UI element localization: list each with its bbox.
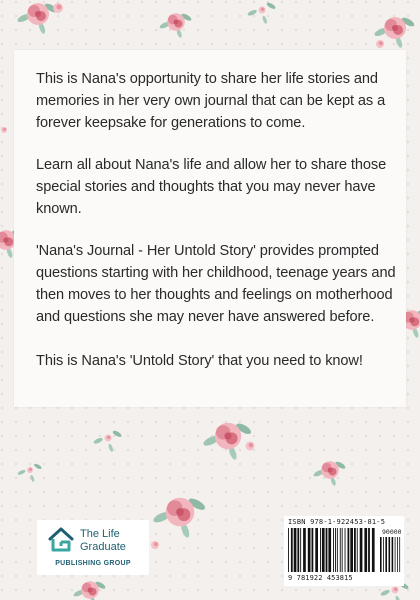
publisher-name xyxy=(80,528,126,554)
ean-digits: 9 781922 453815 xyxy=(288,574,353,582)
description-panel xyxy=(14,50,406,407)
description-paragraph-4: This is Nana's 'Untold Story' that you need to know! xyxy=(36,353,363,369)
publisher-name-line-2: Graduate xyxy=(80,541,126,553)
isbn-barcode xyxy=(284,516,404,586)
house-g-logo-icon xyxy=(48,527,74,553)
publisher-logo xyxy=(37,520,149,575)
description-paragraph-2: Learn all about Nana's life and allow her to share those special stories and thoughts that you may never have known. xyxy=(36,157,387,217)
isbn-number: ISBN 978-1-922453-81-5 xyxy=(288,518,386,526)
publisher-name-line-1: The Life xyxy=(80,528,120,540)
addon-digits: 90000 xyxy=(382,528,402,536)
description-paragraph-1: This is Nana's opportunity to share her life stories and memories in her very own journal that can be kept as a forever keepsake for generations to come. xyxy=(36,71,386,131)
publisher-tagline: PUBLISHING GROUP xyxy=(55,560,131,567)
description-paragraph-3: 'Nana's Journal - Her Untold Story' provides prompted questions starting with her childhood, teenage years and then moves to her thoughts and feelings on motherhood and questions she may never have answered before. xyxy=(36,243,396,325)
